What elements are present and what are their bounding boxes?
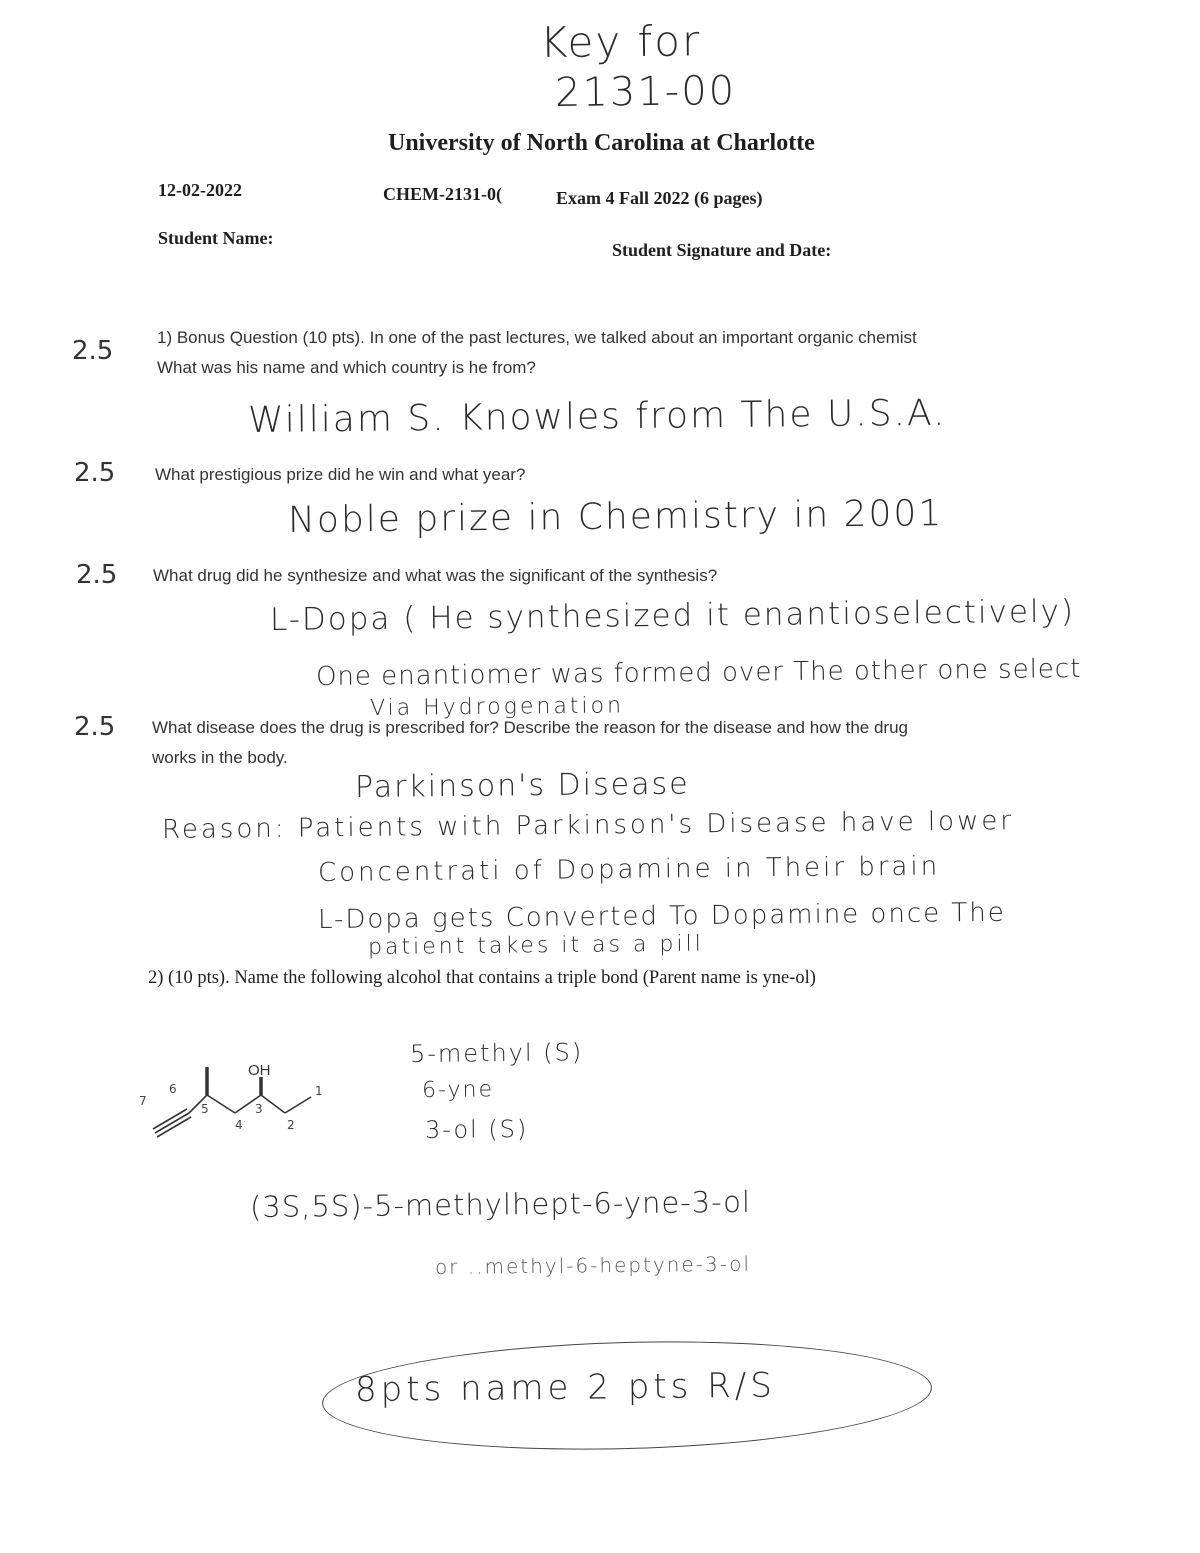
handwritten-title-line1: Key for [539, 16, 702, 67]
signature-label: Student Signature and Date: [612, 240, 832, 260]
q1a-answer: William S. Knowles from The U.S.A. [247, 392, 947, 441]
c4-number: 4 [235, 1118, 243, 1132]
bond-c3-c2 [261, 1095, 285, 1113]
q2-notes-line3: 3-ol (S) [424, 1114, 529, 1144]
c5-number: 5 [201, 1102, 209, 1116]
course-code: CHEM-2131-0( [383, 184, 502, 204]
q1d-prompt-line1: What disease does the drug is prescribed for? Describe the reason for the disease and how the drug [152, 718, 908, 737]
university-title: University of North Carolina at Charlotte [388, 130, 815, 156]
q1d-score: 2.5 [74, 712, 116, 742]
q1c-answer-line2: One enantiomer was formed over The other one select [315, 653, 1082, 692]
q2-alt-answer: or ..methyl-6-heptyne-3-ol [434, 1251, 752, 1279]
exam-date: 12-02-2022 [158, 180, 242, 200]
q1d-answer-line2: Reason: Patients with Parkinson's Disease have lower [161, 806, 1015, 845]
q1b-answer: Noble prize in Chemistry in 2001 [287, 493, 944, 541]
q2-grading-note: 8pts name 2 pts R/S [354, 1365, 777, 1410]
q1c-score: 2.5 [76, 560, 118, 590]
student-name-label: Student Name: [158, 228, 274, 248]
alkynol-structure-diagram [135, 1055, 335, 1145]
q1d-answer-line1: Parkinson's Disease [354, 766, 690, 805]
q1a-score: 2.5 [72, 336, 114, 366]
bond-c2-c1 [285, 1097, 311, 1113]
c7-number: 7 [139, 1094, 147, 1108]
q1d-answer-line3: Concentrati of Dopamine in Their brain [317, 851, 941, 888]
q1c-answer-line3: Via Hydrogenation [369, 693, 625, 721]
q1d-prompt-line2: works in the body. [152, 748, 288, 767]
triple-bond-line-2 [155, 1113, 189, 1133]
c6-number: 6 [169, 1082, 177, 1096]
oh-label: OH [248, 1062, 271, 1079]
bond-c5-c4 [207, 1095, 235, 1113]
c1-number: 1 [315, 1084, 323, 1098]
q2-notes-line2: 6-yne [421, 1077, 495, 1103]
handwritten-title-line2: 2131-00 [554, 68, 737, 116]
c2-number: 2 [287, 1118, 295, 1132]
q1-prompt-line1: 1) Bonus Question (10 pts). In one of the past lectures, we talked about an important organic chemist [157, 328, 917, 347]
c3-number: 3 [255, 1102, 263, 1116]
q2-notes-line1: 5-methyl (S) [409, 1038, 584, 1068]
q2-prompt: 2) (10 pts). Name the following alcohol that contains a triple bond (Parent name is yne-ol) [148, 968, 816, 988]
q2-answer: (3S,5S)-5-methylhept-6-yne-3-ol [249, 1184, 752, 1224]
q1d-answer-line4: L-Dopa gets Converted To Dopamine once The [317, 897, 1006, 935]
exam-title: Exam 4 Fall 2022 (6 pages) [556, 188, 763, 208]
triple-bond-line-1 [153, 1109, 187, 1129]
q1b-score: 2.5 [74, 458, 116, 488]
q1-prompt-line2: What was his name and which country is he from? [157, 358, 536, 377]
q1c-prompt: What drug did he synthesize and what was the significant of the synthesis? [153, 566, 718, 585]
q1b-prompt: What prestigious prize did he win and what year? [155, 465, 526, 484]
q1d-answer-line5: patient takes it as a pill [367, 931, 704, 960]
triple-bond-line-3 [157, 1117, 191, 1137]
q1c-answer-line1: L-Dopa ( He synthesized it enantioselectively) [269, 593, 1076, 638]
